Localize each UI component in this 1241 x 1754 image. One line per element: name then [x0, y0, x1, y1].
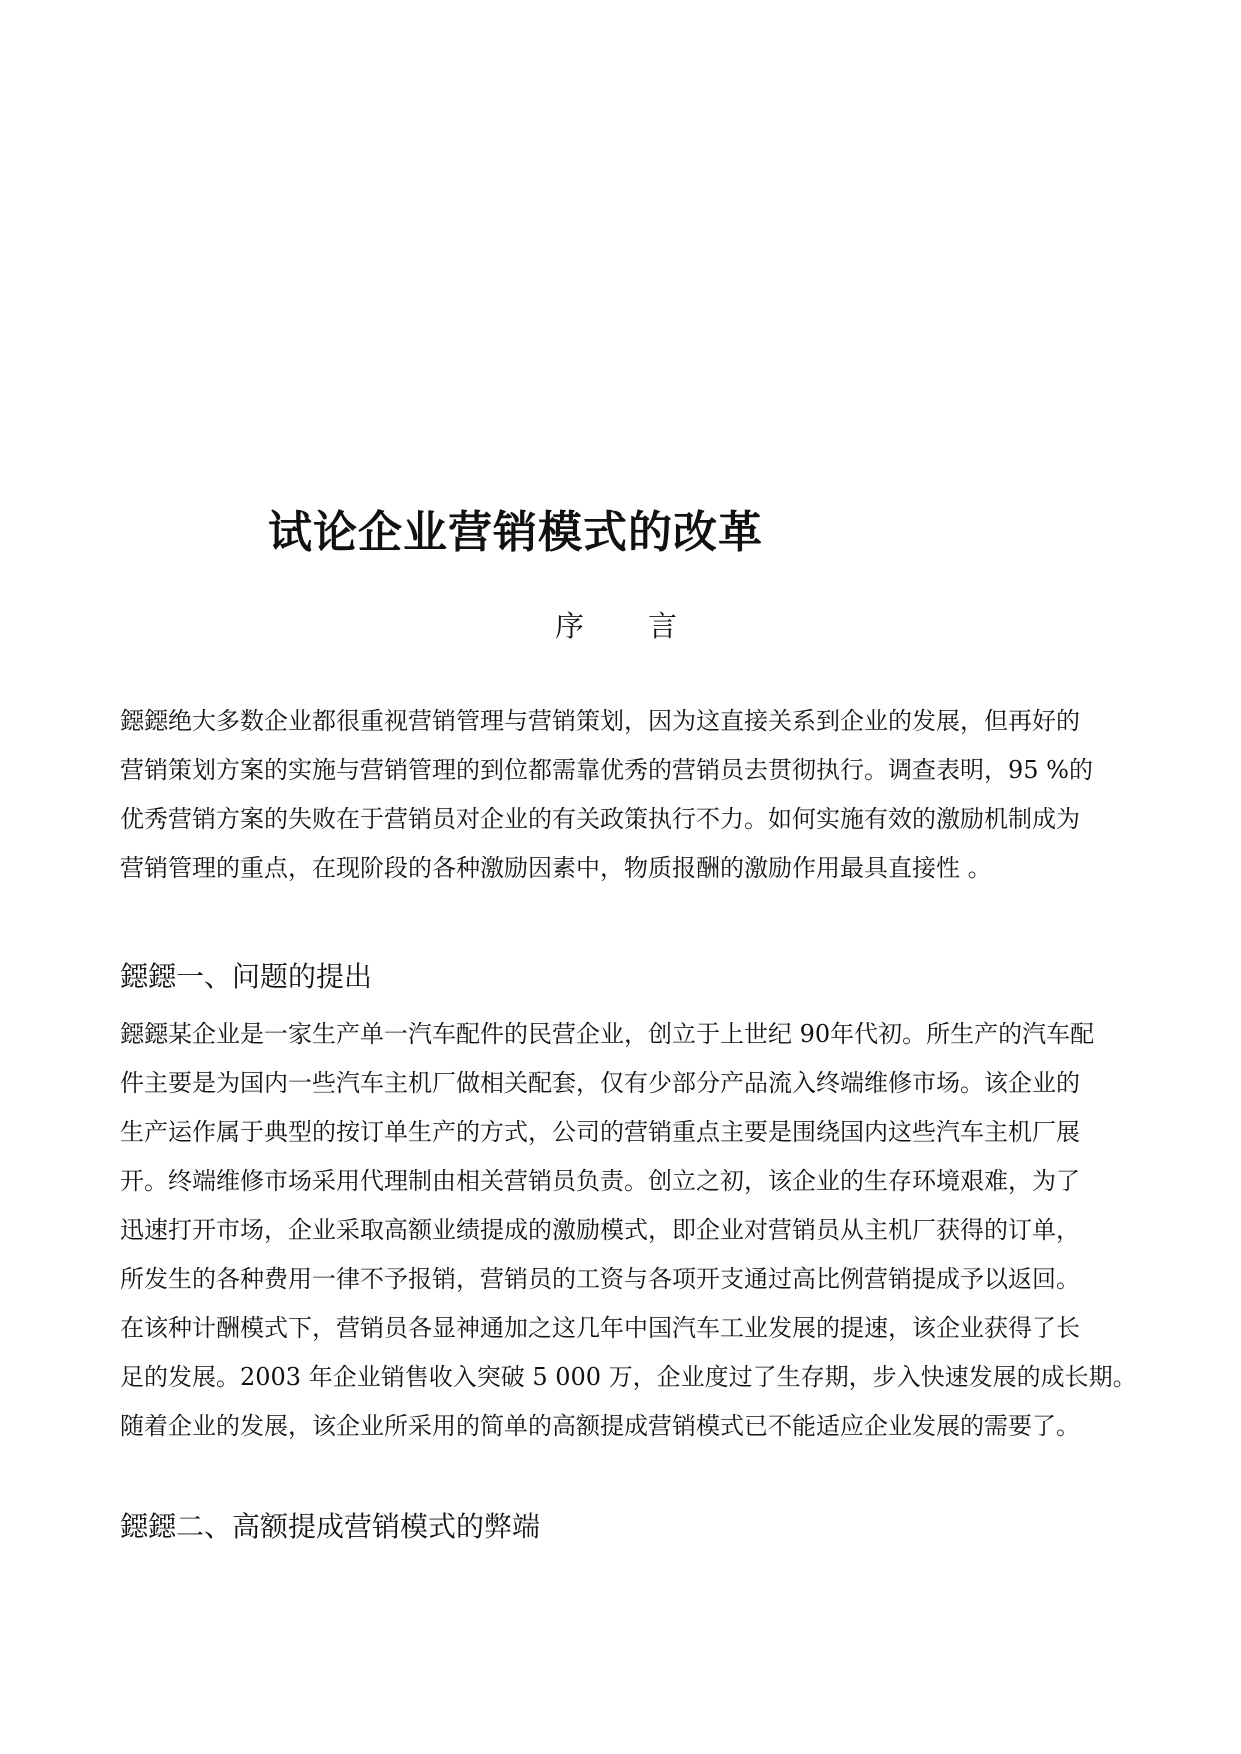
section-heading-problem: 鐚鐚一、问题的提出	[120, 960, 373, 993]
intro-line: 营销策划方案的实施与营销管理的到位都需靠优秀的营销员去贯彻执行。调查表明，95 %的	[120, 756, 1093, 784]
body-line: 件主要是为国内一些汽车主机厂做相关配套，仅有少部分产品流入终端维修市场。该企业的	[120, 1069, 1080, 1097]
body-line: 随着企业的发展，该企业所采用的简单的高额提成营销模式已不能适应企业发展的需要了。	[120, 1412, 1080, 1440]
body-line: 迅速打开市场，企业采取高额业绩提成的激励模式，即企业对营销员从主机厂获得的订单，	[120, 1216, 1080, 1244]
section-heading-drawbacks: 鐚鐚二、高额提成营销模式的弊端	[120, 1510, 541, 1543]
section-1-paragraph	[120, 1010, 1137, 1451]
body-line: 生产运作属于典型的按订单生产的方式，公司的营销重点主要是围绕国内这些汽车主机厂展	[120, 1118, 1080, 1146]
intro-line: 优秀营销方案的失败在于营销员对企业的有关政策执行不力。如何实施有效的激励机制成为	[120, 805, 1080, 833]
body-line: 鐚鐚某企业是一家生产单一汽车配件的民营企业，创立于上世纪 90年代初。所生产的汽车配	[120, 1020, 1095, 1048]
intro-paragraph	[120, 697, 1093, 893]
intro-line: 鐚鐚绝大多数企业都很重视营销管理与营销策划，因为这直接关系到企业的发展，但再好的	[120, 707, 1080, 735]
intro-line: 营销管理的重点，在现阶段的各种激励因素中，物质报酬的激励作用最具直接性 。	[120, 854, 992, 882]
body-line: 所发生的各种费用一律不予报销，营销员的工资与各项开支通过高比例营销提成予以返回。	[120, 1265, 1080, 1293]
body-line: 足的发展。2003 年企业销售收入突破 5 000 万，企业度过了生存期，步入快速发展的成长期。	[120, 1363, 1137, 1391]
body-line: 开。终端维修市场采用代理制由相关营销员负责。创立之初，该企业的生存环境艰难，为了	[120, 1167, 1080, 1195]
body-line: 在该种计酬模式下，营销员各显神通加之这几年中国汽车工业发展的提速，该企业获得了长	[120, 1314, 1080, 1342]
page-title: 试论企业营销模式的改革	[268, 507, 763, 558]
preface-heading: 序言	[555, 609, 742, 643]
